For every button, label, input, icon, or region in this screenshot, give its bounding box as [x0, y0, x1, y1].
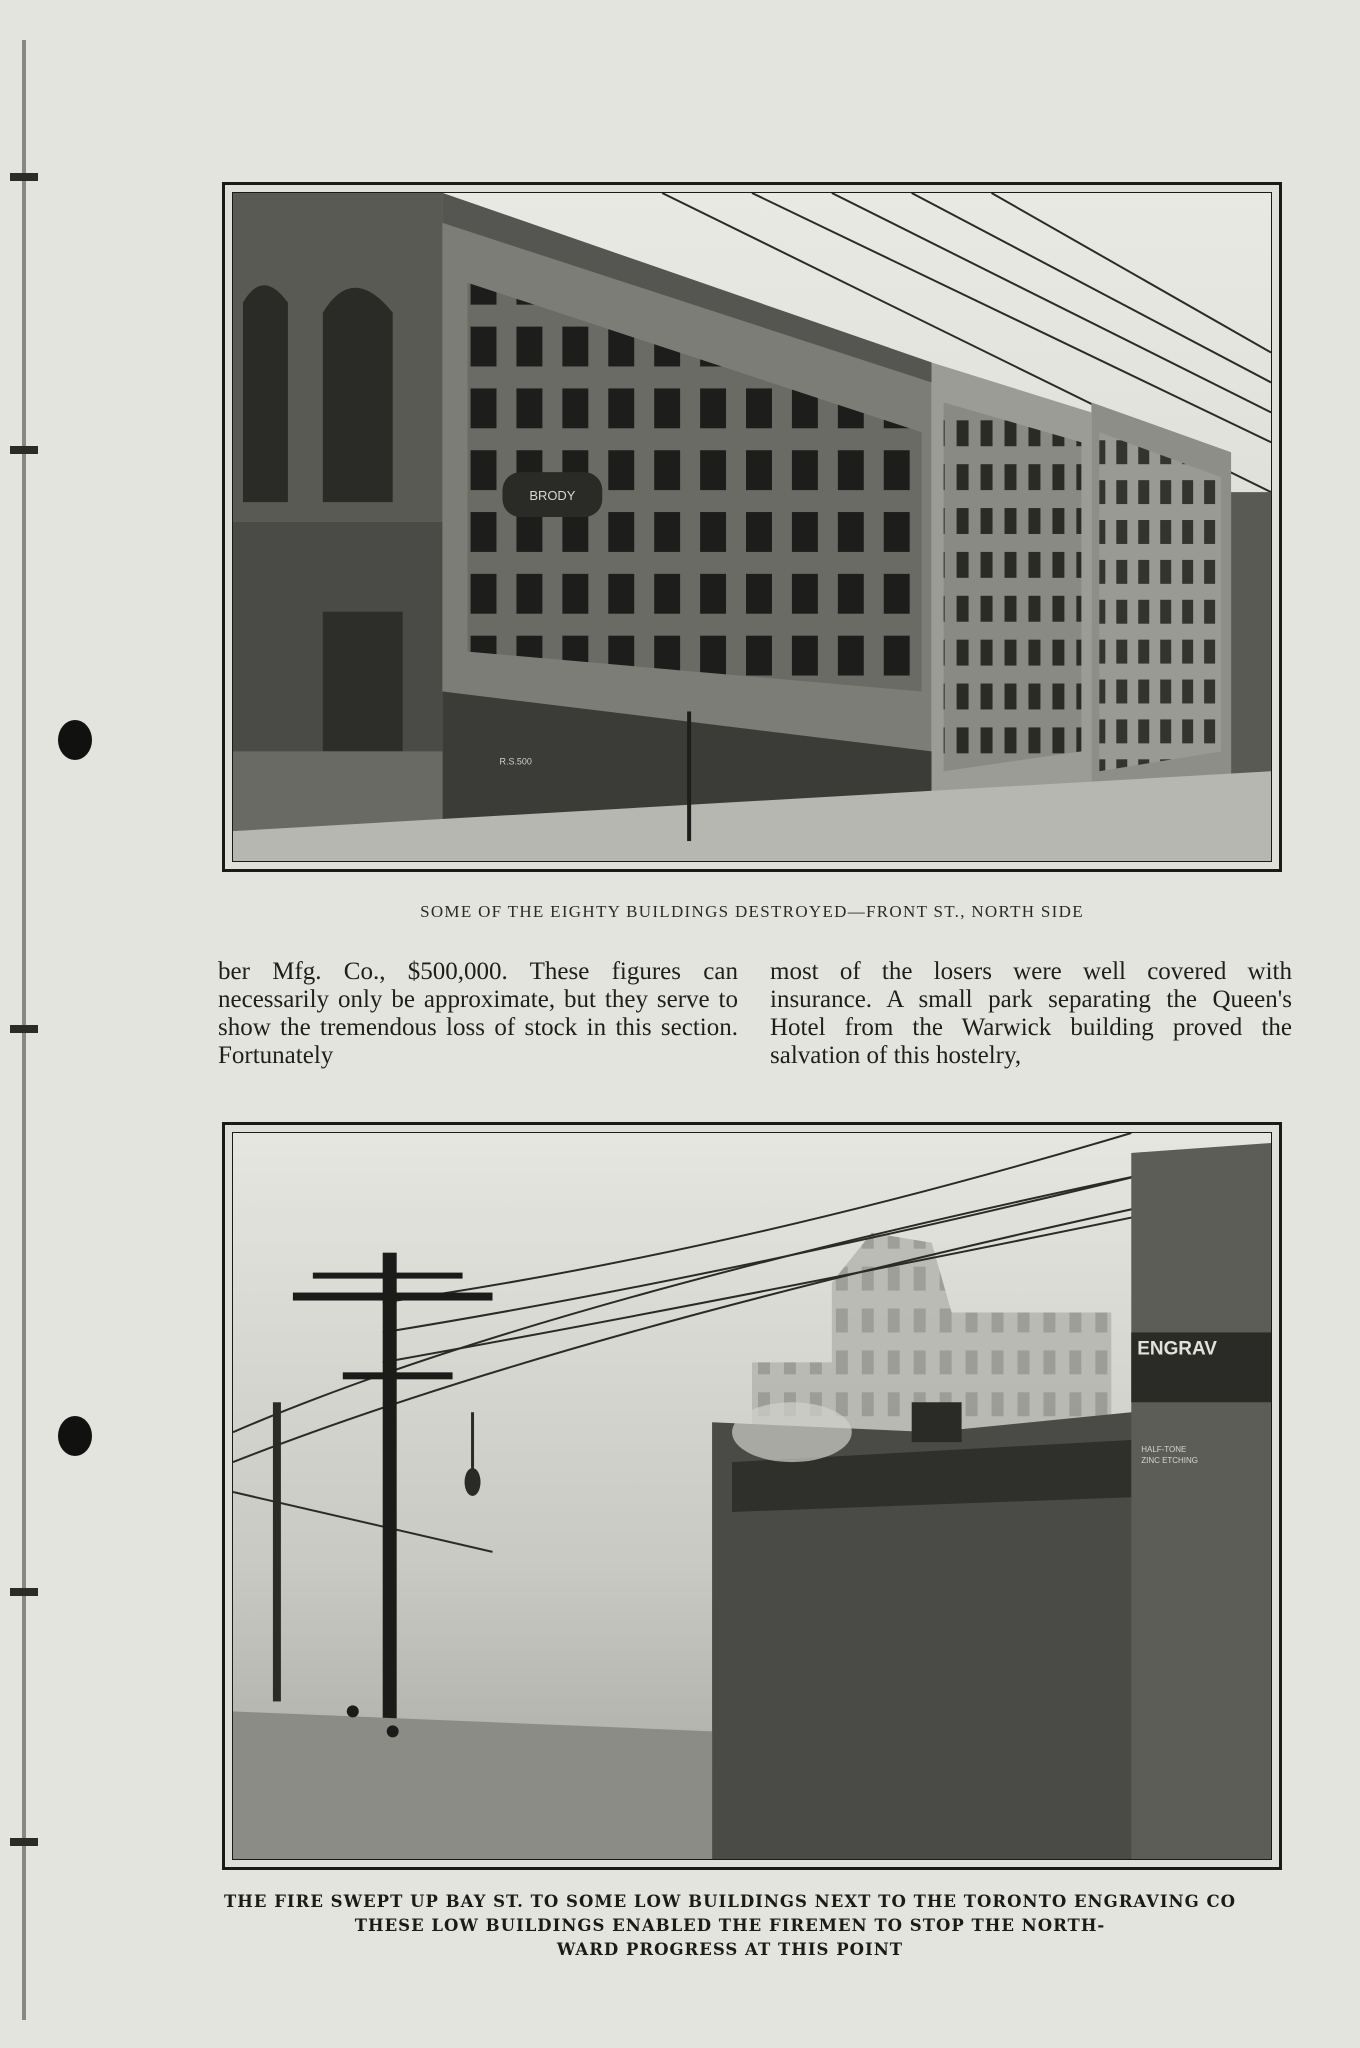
bay-street-caption [140, 1890, 1320, 1962]
article-paragraph: ber Mfg. Co., $500,000. These figures can necessarily only be approximate, but they serve to show the tremendous loss of stock in this section. Fortunately [218, 958, 738, 1069]
caption-line: THESE LOW BUILDINGS ENABLED THE FIREMEN TO STOP THE NORTH- [354, 1916, 1106, 1935]
punch-hole [58, 1416, 92, 1456]
zinc-etching-sign: ZINC ETCHING [1141, 1456, 1198, 1466]
front-street-photo-image [233, 193, 1271, 861]
article-column-right [770, 958, 1292, 1088]
article-column-left [218, 958, 738, 1088]
storefront-sign: R.S.500 [499, 756, 532, 767]
caption-line: WARD PROGRESS AT THIS POINT [556, 1940, 904, 1959]
caption-line: THE FIRE SWEPT UP BAY ST. TO SOME LOW BUILDINGS NEXT TO THE TORONTO ENGRAVING CO [224, 1892, 1236, 1911]
binding-stitch [10, 1588, 38, 1596]
halftone-sign: HALF-TONE [1141, 1445, 1187, 1455]
bay-street-photo-image [233, 1133, 1271, 1859]
binding-stitch [10, 1838, 38, 1846]
front-street-photo [222, 182, 1282, 872]
front-street-caption: SOME OF THE EIGHTY BUILDINGS DESTROYED—FRONT ST., NORTH SIDE [420, 902, 1084, 921]
binding-stitch [10, 1025, 38, 1033]
binding-stitch [10, 446, 38, 454]
punch-hole [58, 720, 92, 760]
article-paragraph: most of the losers were well covered with insurance. A small park separating the Queen's Hotel from the Warwick building proved the salvation of this hostelry, [770, 958, 1292, 1069]
binding-stitch [10, 173, 38, 181]
engraving-sign: ENGRAV [1137, 1338, 1217, 1360]
bay-street-photo [222, 1122, 1282, 1870]
brody-sign: BRODY [529, 488, 576, 504]
